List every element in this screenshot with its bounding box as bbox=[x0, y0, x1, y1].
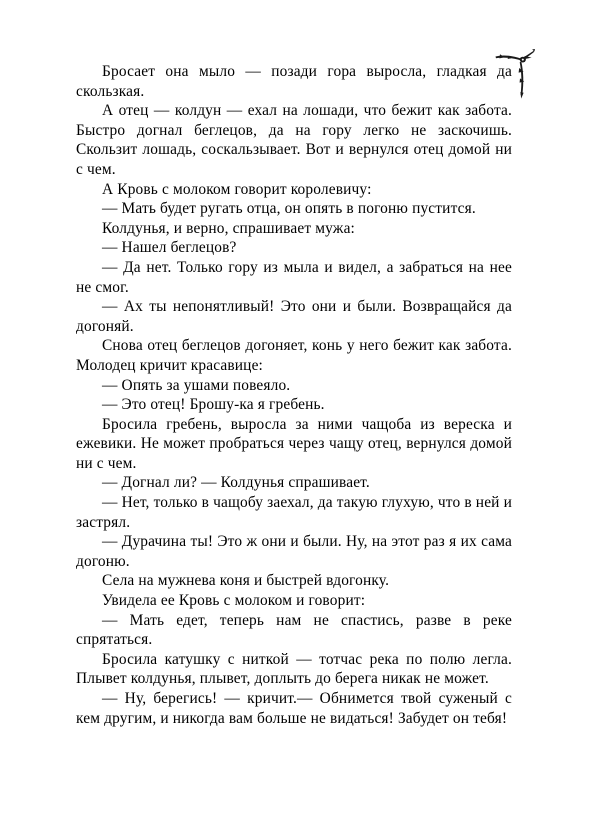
paragraph: — Дурачина ты! Это ж они и были. Ну, на этот раз я их сама догоню. bbox=[76, 533, 512, 570]
paragraph: — Опять за ушами повеяло. bbox=[102, 376, 291, 394]
paragraph: — Мать едет, теперь нам не спастись, разве в реке спрятаться. bbox=[76, 611, 512, 649]
paragraph: — Да нет. Только гору из мыла и видел, а забраться на нее не смог. bbox=[76, 258, 512, 296]
paragraph: А отец — колдун — ехал на лошади, что бежит как забота. Быстро догнал беглецов, да на гору легко не заскочишь. Скользит лошадь, соскальзывает. Вот и вернулся отец домой ни с чем. bbox=[76, 102, 512, 178]
paragraph: — Мать будет ругать отца, он опять в погоню пустится. bbox=[102, 200, 476, 218]
body-text-column bbox=[76, 62, 512, 728]
paragraph: Снова отец беглецов догоняет, конь у него бежит как забота. Молодец кричит красавице: bbox=[76, 337, 512, 374]
paragraph: Бросает она мыло — позади гора выросла, гладкая да скользкая. bbox=[76, 63, 512, 100]
paragraph: Колдунья, и верно, спрашивает мужа: bbox=[102, 219, 355, 237]
paragraph: — Ну, берегись! — кричит.— Обнимется твой суженый с кем другим, и никогда вам больше не видаться! Забудет он тебя! bbox=[76, 690, 512, 727]
paragraph: — Ах ты непонятливый! Это они и были. Возвращайся да догоняй. bbox=[76, 298, 512, 335]
paragraph: — Это отец! Брошу-ка я гребень. bbox=[102, 396, 325, 414]
paragraph: — Догнал ли? — Колдунья спрашивает. bbox=[102, 474, 370, 492]
paragraph: Увидела ее Кровь с молоком и говорит: bbox=[102, 592, 366, 610]
paragraph: Села на мужнева коня и быстрей вдогонку. bbox=[102, 572, 390, 590]
paragraph: А Кровь с молоком говорит королевичу: bbox=[102, 180, 372, 198]
paragraph: Бросила гребень, выросла за ними чащоба из вереска и ежевики. Не может пробраться через чащу отец, вернулся домой ни с чем. bbox=[76, 415, 512, 472]
paragraph: — Нет, только в чащобу заехал, да такую глухую, что в ней и застрял. bbox=[76, 494, 512, 531]
paragraph: Бросила катушку с ниткой — тотчас река по полю легла. Плывет колдунья, плывет, доплыть до берега никак не может. bbox=[76, 650, 512, 688]
paragraph: — Нашел беглецов? bbox=[102, 239, 237, 257]
